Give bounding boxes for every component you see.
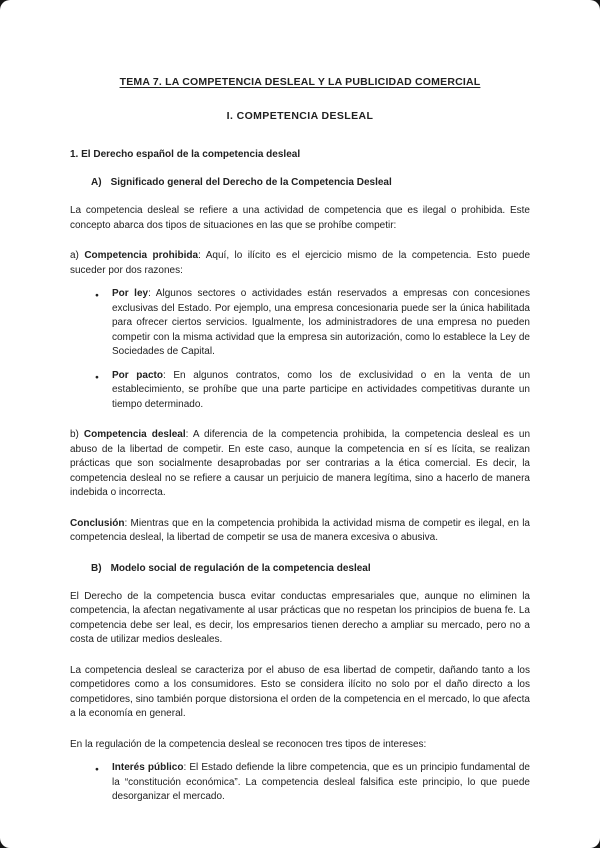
document-subtitle: I. COMPETENCIA DESLEAL [226, 110, 374, 122]
bold-term-competencia-prohibida: Competencia prohibida [84, 250, 199, 261]
bullet-list-intereses [70, 761, 530, 805]
section-a-heading [70, 177, 530, 188]
paragraph-tres-intereses: En la regulación de la competencia desleal se reconocen tres tipos de intereses: [70, 738, 427, 750]
bold-term-competencia-desleal: Competencia desleal [83, 429, 186, 440]
document-title [70, 76, 530, 88]
list-item-por-ley [95, 287, 530, 360]
paragraph-text: : Mientras que en la competencia prohibida la actividad misma de competir es ilegal, en la competencia desleal, la libertad de competir se usa de manera excesiva o abusiva. [70, 517, 530, 543]
section-a-title: Significado general del Derecho de la Competencia Desleal [110, 177, 392, 188]
paragraph-intro: La competencia desleal se refiere a una actividad de competencia que es ilegal o prohibida. Este concepto abarca dos tipos de situaciones en las que se prohíbe competir: [70, 205, 530, 231]
list-item-text: : El Estado defiende la libre competencia, que es un principio fundamental de la “constitución económica”. La competencia desleal falsifica este principio, lo que puede desorganizar el mercado. [112, 762, 530, 802]
list-item-text: : En algunos contratos, como los de exclusividad o en la venta de un establecimiento, se prohíbe que una parte participe en actividades competitivas durante un tiempo determinado. [112, 369, 531, 410]
bold-term-interes-publico: Interés público [112, 762, 184, 773]
paragraph-caracterizacion: La competencia desleal se caracteriza por el abuso de esa libertad de competir, dañando tanto a los competidores como a los consumidores. Esto se considera ilícito no solo por el daño directo a los competidores, sino también porque distorsiona el orden de la competencia en el mercado, lo que afecta a la economía en general. [70, 664, 530, 719]
list-item-text: : Algunos sectores o actividades están reservados a empresas con concesiones exclusivas del Estado. Por ejemplo, una empresa concesionaria puede ser la única habilitada para ofrecer ciertos servicios. Igualmente, los administradores de una empresa no pueden competir con la misma actividad que la empresa sin autorización, como lo establece la Ley de Sociedades de Capital. [112, 288, 530, 357]
section-b-heading [70, 563, 530, 574]
bold-term-conclusion: Conclusión [70, 517, 125, 529]
section-b-title: Modelo social de regulación de la competencia desleal [110, 562, 371, 574]
paragraph-competencia-prohibida [70, 249, 530, 278]
section-1-heading: 1. El Derecho español de la competencia desleal [70, 149, 301, 160]
paragraph-derecho-competencia: El Derecho de la competencia busca evitar conductas empresariales que, aunque no eliminen la competencia, la afectan negativamente al usar prácticas que no respetan los principios de buena fe. La competencia debe ser leal, es decir, los empresarios tienen derecho a ampliar su mercado, pero no a costa de utilizar medios desleales. [70, 590, 530, 645]
list-item-por-pacto [95, 369, 530, 413]
section-a-label: A) [91, 177, 102, 188]
section-b-label: B) [91, 562, 102, 574]
bullet-list-razones [70, 287, 530, 412]
paragraph-prefix: a) [70, 250, 85, 261]
list-item-interes-publico [95, 761, 530, 805]
bold-term-por-ley: Por ley [112, 288, 149, 299]
paragraph-prefix: b) [70, 429, 84, 440]
paragraph-competencia-desleal [70, 428, 530, 501]
bold-term-por-pacto: Por pacto [112, 369, 163, 381]
paragraph-text: : Aquí, lo ilícito es el ejercicio mismo de la competencia. Esto puede suceder por dos razones: [70, 250, 531, 276]
paragraph-text: : A diferencia de la competencia prohibida, la competencia desleal es un abuso de la libertad de competir. En este caso, aunque la competencia en sí es lícita, se realizan prácticas que son socialmente desaprobadas por ser contrarias a la ética comercial. Es decir, la competencia desleal no se refiere a causar un perjuicio de manera legítima, sino a hacerlo de manera indebida o incorrecta. [70, 429, 531, 498]
paragraph-conclusion [70, 517, 530, 546]
document-title-text: TEMA 7. LA COMPETENCIA DESLEAL Y LA PUBLICIDAD COMERCIAL [119, 76, 481, 88]
